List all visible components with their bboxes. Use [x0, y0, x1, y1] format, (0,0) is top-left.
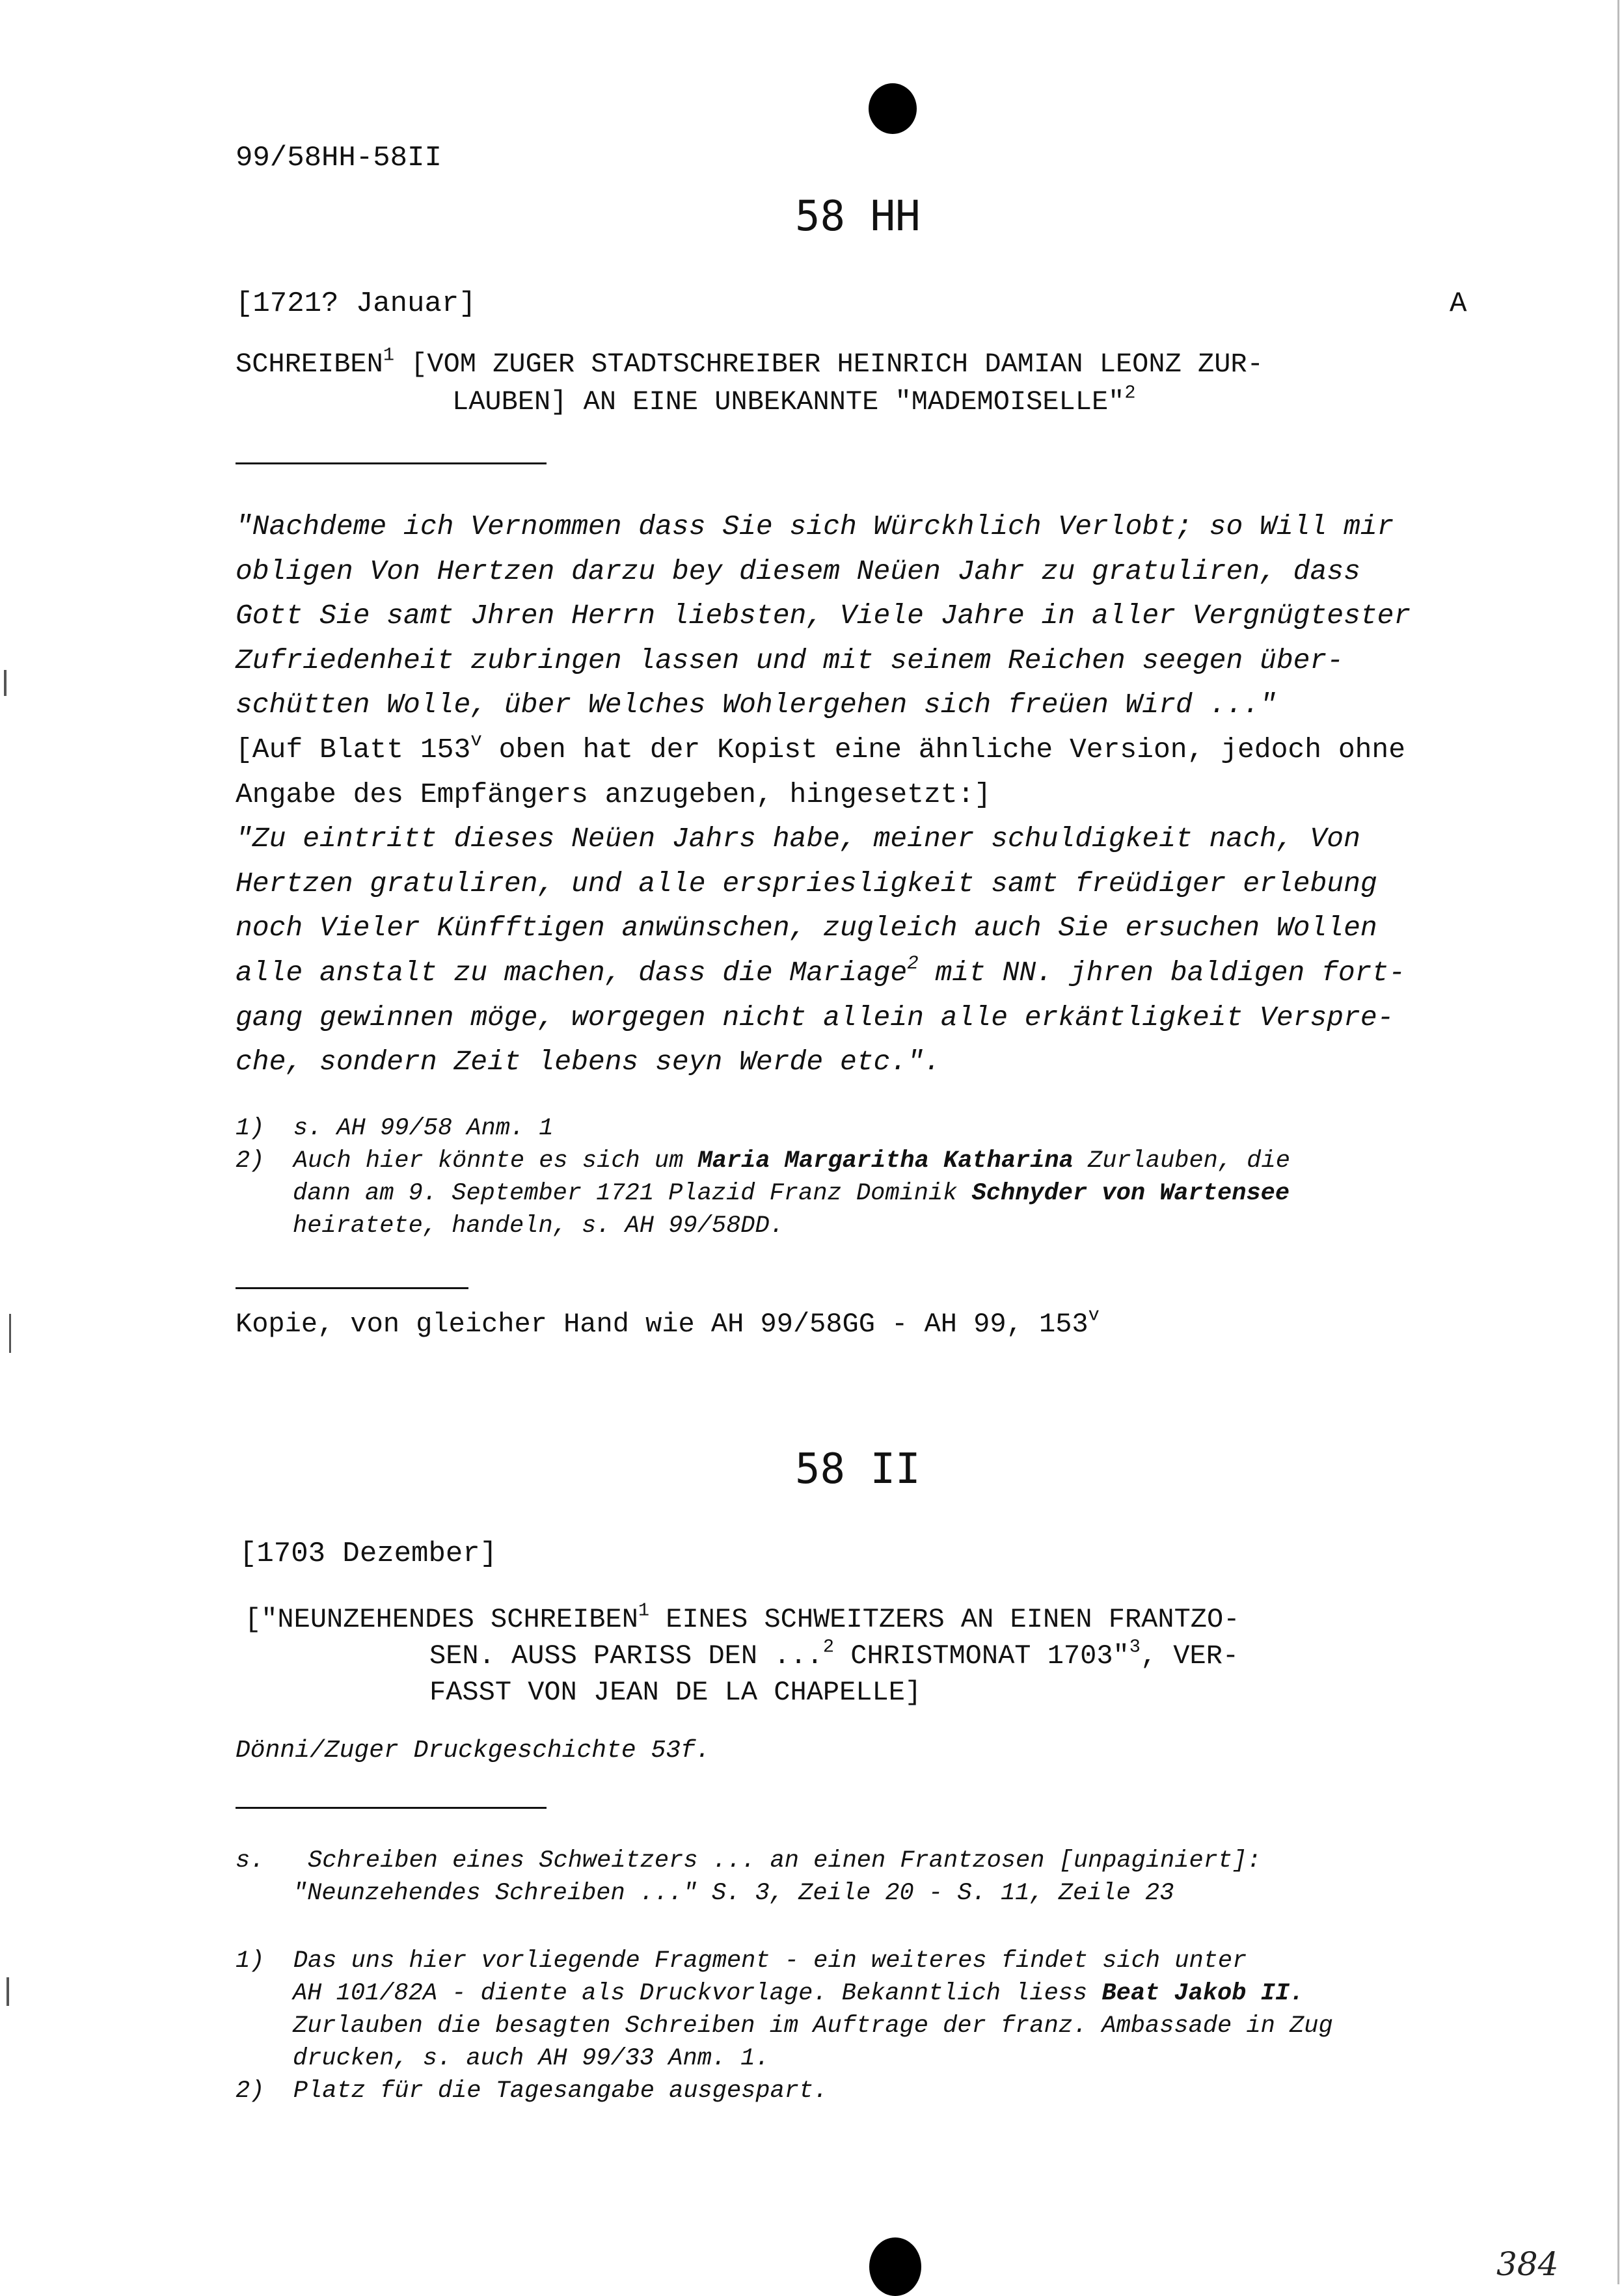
- document-heading-58hh: SCHREIBEN$^1$ [VOM ZUGER STADTSCHREIBER HEINRICH DAMIAN LEONZ ZUR-: [236, 344, 1264, 380]
- document-date-58ii: [1703 Dezember]: [239, 1538, 498, 1570]
- document-heading-58hh-line2: LAUBEN] AN EINE UNBEKANNTE "MADEMOISELLE"$^2$: [452, 382, 1136, 418]
- scan-edge-mark: [9, 1314, 11, 1353]
- letter-text-58hh: [236, 505, 1411, 1085]
- quote-line: alle anstalt zu machen, dass die Mariage$^2$ mit NN. jhren baldigen fort-: [236, 952, 1406, 989]
- scan-edge-mark: [4, 670, 7, 696]
- editor-note: [Auf Blatt 153$^v$ oben hat der Kopist eine ähnliche Version, jedoch ohne: [236, 729, 1406, 766]
- editor-note-line: Angabe des Empfängers anzugeben, hingesetzt:]: [236, 778, 992, 810]
- footnote-1: 1) Das uns hier vorliegende Fragment - ein weiteres findet sich unter: [236, 1947, 1247, 1975]
- page-number-handwritten: 384: [1496, 2245, 1559, 2283]
- section-divider: [236, 1807, 547, 1809]
- file-reference: 99/58HH-58II: [236, 142, 442, 174]
- punch-hole-top: [869, 83, 917, 134]
- footnote-ref: 2: [907, 952, 919, 974]
- footnote-ref: 3: [1129, 1636, 1141, 1658]
- quote-line: "Nachdeme ich Vernommen dass Sie sich Würckhlich Verlobt; so Will mir: [236, 511, 1394, 542]
- footnote-1: 1) s. AH 99/58 Anm. 1: [236, 1115, 554, 1142]
- footnote-2: 2) Auch hier könnte es sich um Maria Margaritha Katharina Zurlauben, die: [236, 1147, 1290, 1175]
- quote-line: gang gewinnen möge, worgegen nicht allein alle erkäntligkeit Verspre-: [236, 1001, 1394, 1034]
- quote-line: schütten Wolle, über Welches Wohlergehen sich freüen Wird ...": [236, 689, 1277, 721]
- quote-line: Zufriedenheit zubringen lassen und mit seinem Reichen seegen über-: [236, 644, 1344, 676]
- quote-line: Gott Sie samt Jhren Herrn liebsten, Viele Jahre in aller Vergnügtester: [236, 600, 1411, 632]
- footnotes-58ii: 1) Das uns hier vorliegende Fragment - ein weiteres findet sich unter AH 101/82A - diente als Druckvorlage. Bekanntlich liess Beat Jakob II. Zurlauben die besagten Schreiben im Auftrage der franz. Ambassade in Zug drucken, s. auch AH 99/33 Anm. 1. 2) Platz für die Tagesangabe ausgespart.: [236, 1945, 1333, 2107]
- quote-line: noch Vieler Künfftigen anwünschen, zugleich auch Sie ersuchen Wollen: [236, 912, 1377, 944]
- quote-line: Hertzen gratuliren, und alle erspriesligkeit samt freüdiger erlebung: [236, 867, 1377, 900]
- footnote-2-cont: heiratete, handeln, s. AH 99/58DD.: [293, 1212, 784, 1240]
- source-note-58hh: Kopie, von gleicher Hand wie AH 99/58GG - AH 99, 153$^v$: [236, 1304, 1100, 1340]
- footnote-ref: 1: [638, 1599, 650, 1622]
- literature-reference: Dönni/Zuger Druckgeschichte 53f.: [236, 1737, 710, 1765]
- footnote-2-cont: dann am 9. September 1721 Plazid Franz Dominik Schnyder von Wartensee: [293, 1180, 1290, 1207]
- footnote-ref: 1: [383, 344, 394, 366]
- quote-line: obligen Von Hertzen darzu bey diesem Neüen Jahr zu gratuliren, dass: [236, 555, 1360, 587]
- scan-edge-mark: [7, 1977, 9, 2006]
- quote-line: che, sondern Zeit lebens seyn Werde etc.".: [236, 1046, 941, 1078]
- footnote-ref: 2: [822, 1636, 835, 1658]
- section-divider: [236, 1287, 468, 1289]
- document-type-marker: A: [1450, 287, 1467, 320]
- document-heading-58ii: ["NEUNZEHENDES SCHREIBEN$^1$ EINES SCHWEITZERS AN EINEN FRANTZO- SEN. AUSS PARISS DEN ...$^2$ CHRISTMONAT 1703"$^3$, VER- FASST VON JEAN DE LA CHAPELLE]: [245, 1599, 1240, 1708]
- footnote-2: 2) Platz für die Tagesangabe ausgespart.: [236, 2077, 828, 2105]
- document-title-58ii: 58 II: [795, 1445, 921, 1493]
- footnote-ref: 2: [1124, 382, 1136, 404]
- document-title-58hh: 58 HH: [795, 193, 921, 241]
- punch-hole-bottom: [869, 2237, 921, 2296]
- quote-line: "Zu eintritt dieses Neüen Jahrs habe, meiner schuldigkeit nach, Von: [236, 823, 1360, 855]
- scan-edge-mark: [1617, 0, 1619, 2284]
- document-date-58hh: [1721? Januar]: [236, 287, 476, 320]
- print-reference: s. Schreiben eines Schweitzers ... an einen Frantzosen [unpaginiert]: "Neunzehendes Schreiben ..." S. 3, Zeile 20 - S. 11, Zeile 23: [236, 1847, 1262, 1907]
- section-divider: [236, 462, 547, 464]
- footnotes-58hh: [236, 1112, 1290, 1242]
